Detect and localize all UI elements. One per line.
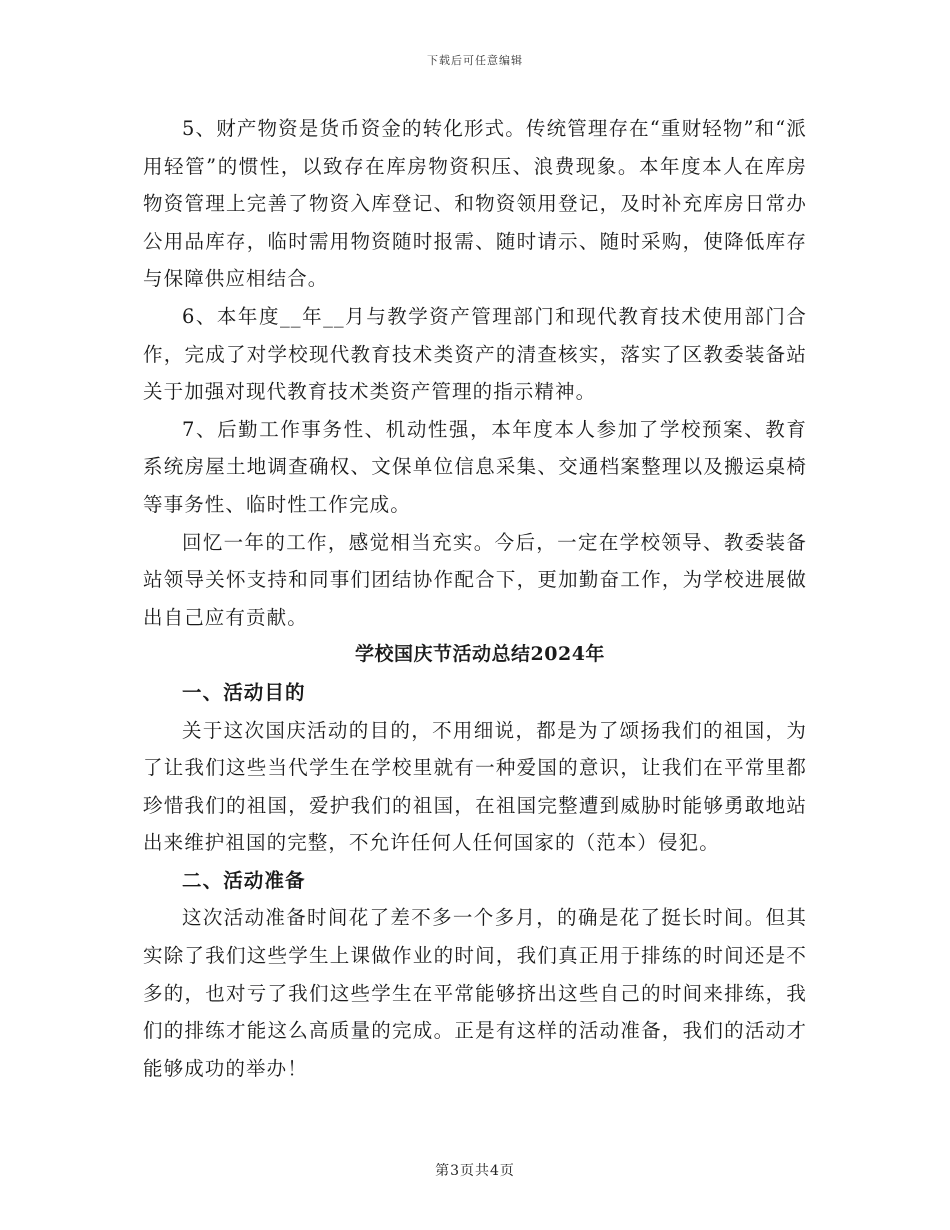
section-body-purpose: 关于这次国庆活动的目的，不用细说，都是为了颂扬我们的祖国，为了让我们这些当代学生在学校里就有一种爱国的意识，让我们在平常里都珍惜我们的祖国，爱护我们的祖国，在祖国完整遭到威胁时能够勇敢地站出来维护祖国的完整，不允许任何人任何国家的（范本）侵犯。 (143, 718, 807, 855)
document-body (143, 110, 807, 1087)
section-body-preparation: 这次活动准备时间花了差不多一个多月，的确是花了挺长时间。但其实除了我们这些学生上课做作业的时间，我们真正用于排练的时间还是不多的，也对亏了我们这些学生在平常能够挤出这些自己的时间来排练，我们的排练才能这么高质量的完成。正是有这样的活动准备，我们的活动才能够成功的举办！ (143, 906, 807, 1080)
page-header-note: 下载后可任意编辑 (427, 54, 523, 67)
section-heading-preparation: 二、活动准备 (182, 868, 306, 892)
paragraph-conclusion: 回忆一年的工作，感觉相当充实。今后，一定在学校领导、教委装备站领导关怀支持和同事们团结协作配合下，更加勤奋工作，为学校进展做出自己应有贡献。 (143, 530, 807, 629)
document-title: 学校国庆节活动总结2024年 (355, 643, 605, 666)
paragraph-item-7: 7、后勤工作事务性、机动性强，本年度本人参加了学校预案、教育系统房屋土地调查确权、文保单位信息采集、交通档案整理以及搬运桌椅等事务性、临时性工作完成。 (143, 417, 807, 516)
section-heading-purpose: 一、活动目的 (182, 680, 306, 704)
paragraph-item-5: 5、财产物资是货币资金的转化形式。传统管理存在“重财轻物”和“派用轻管”的惯性，以致存在库房物资积压、浪费现象。本年度本人在库房物资管理上完善了物资入库登记、和物资领用登记，及时补充库房日常办公用品库存，临时需用物资随时报需、随时请示、随时采购，使降低库存与保障供应相结合。 (143, 117, 807, 291)
page-number-footer: 第3页共4页 (435, 1163, 515, 1179)
paragraph-item-6: 6、本年度__年__月与教学资产管理部门和现代教育技术使用部门合作，完成了对学校现代教育技术类资产的清查核实，落实了区教委装备站关于加强对现代教育技术类资产管理的指示精神。 (143, 304, 807, 404)
